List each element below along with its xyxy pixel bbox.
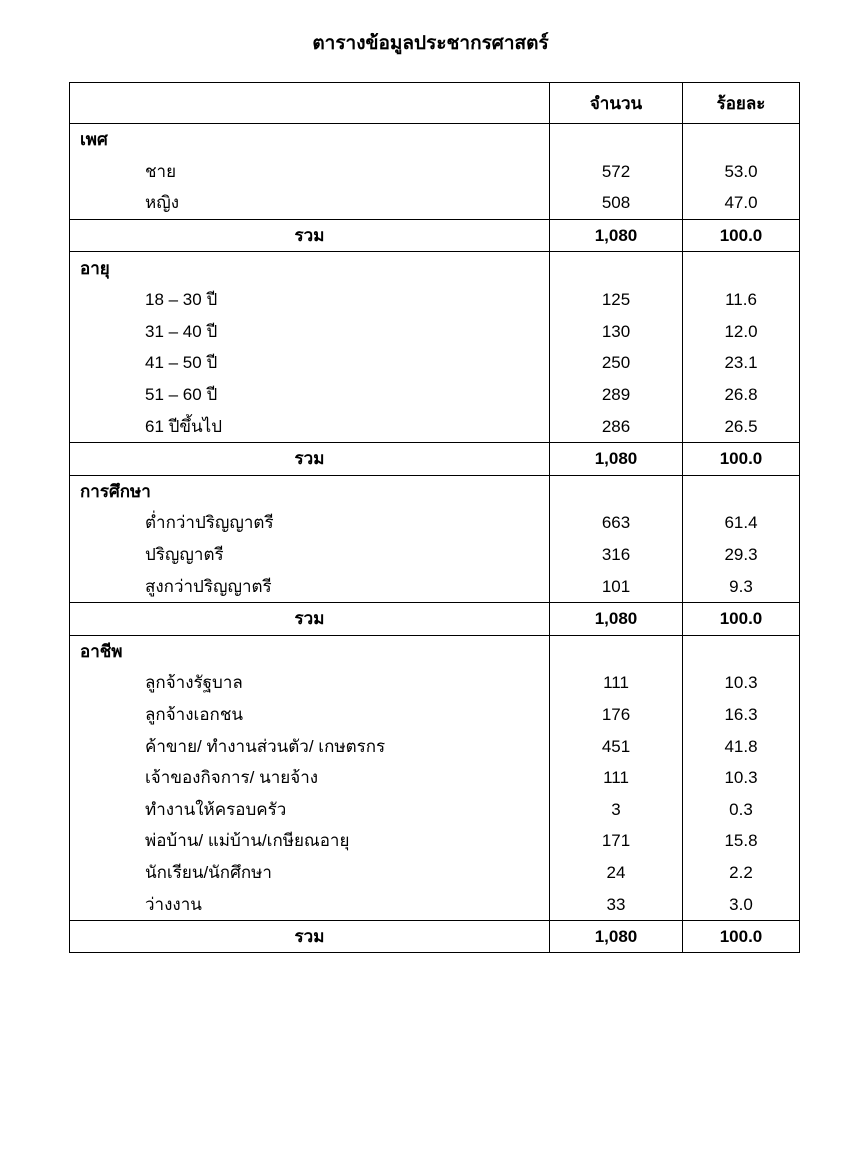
row-percent: 11.6 xyxy=(683,284,800,316)
row-count: 250 xyxy=(550,347,683,379)
row-count: 111 xyxy=(550,762,683,794)
row-percent: 9.3 xyxy=(683,570,800,602)
category-count-cell xyxy=(550,252,683,284)
table-row xyxy=(70,539,800,571)
table-row xyxy=(70,156,800,188)
category-percent-cell xyxy=(683,124,800,156)
table-row xyxy=(70,793,800,825)
row-label: 61 ปีขึ้นไป xyxy=(70,410,550,442)
category-label: การศึกษา xyxy=(70,475,550,507)
table-row xyxy=(70,284,800,316)
row-count: 176 xyxy=(550,699,683,731)
row-label: ลูกจ้างเอกชน xyxy=(70,699,550,731)
row-label: ลูกจ้างรัฐบาล xyxy=(70,667,550,699)
total-count: 1,080 xyxy=(550,602,683,635)
row-label: เจ้าของกิจการ/ นายจ้าง xyxy=(70,762,550,794)
total-percent: 100.0 xyxy=(683,442,800,475)
row-label: สูงกว่าปริญญาตรี xyxy=(70,570,550,602)
table-row xyxy=(70,187,800,219)
row-label: 41 – 50 ปี xyxy=(70,347,550,379)
category-label: อาชีพ xyxy=(70,635,550,667)
row-count: 130 xyxy=(550,316,683,348)
table-row xyxy=(70,857,800,889)
row-percent: 12.0 xyxy=(683,316,800,348)
row-percent: 15.8 xyxy=(683,825,800,857)
table-body xyxy=(70,83,800,953)
table-row xyxy=(70,570,800,602)
row-percent: 29.3 xyxy=(683,539,800,571)
category-label: เพศ xyxy=(70,124,550,156)
category-count-cell xyxy=(550,124,683,156)
table-row xyxy=(70,410,800,442)
row-count: 289 xyxy=(550,379,683,411)
total-row xyxy=(70,920,800,953)
category-row xyxy=(70,475,800,507)
total-percent: 100.0 xyxy=(683,920,800,953)
total-label: รวม xyxy=(70,219,550,252)
row-label: ชาย xyxy=(70,156,550,188)
row-count: 508 xyxy=(550,187,683,219)
row-count: 24 xyxy=(550,857,683,889)
row-percent: 26.8 xyxy=(683,379,800,411)
row-percent: 10.3 xyxy=(683,667,800,699)
row-percent: 53.0 xyxy=(683,156,800,188)
row-label: ต่ำกว่าปริญญาตรี xyxy=(70,507,550,539)
total-row xyxy=(70,442,800,475)
row-percent: 47.0 xyxy=(683,187,800,219)
row-count: 3 xyxy=(550,793,683,825)
category-row xyxy=(70,635,800,667)
row-percent: 26.5 xyxy=(683,410,800,442)
row-count: 33 xyxy=(550,888,683,920)
row-count: 101 xyxy=(550,570,683,602)
demographics-table xyxy=(69,82,800,953)
row-count: 451 xyxy=(550,730,683,762)
header-percent-cell: ร้อยละ xyxy=(683,83,800,124)
category-percent-cell xyxy=(683,475,800,507)
row-percent: 2.2 xyxy=(683,857,800,889)
row-percent: 16.3 xyxy=(683,699,800,731)
row-count: 125 xyxy=(550,284,683,316)
row-percent: 3.0 xyxy=(683,888,800,920)
category-count-cell xyxy=(550,475,683,507)
row-label: 31 – 40 ปี xyxy=(70,316,550,348)
total-count: 1,080 xyxy=(550,920,683,953)
row-count: 663 xyxy=(550,507,683,539)
row-label: ว่างงาน xyxy=(70,888,550,920)
total-row xyxy=(70,602,800,635)
total-count: 1,080 xyxy=(550,219,683,252)
row-label: 18 – 30 ปี xyxy=(70,284,550,316)
table-row xyxy=(70,316,800,348)
table-row xyxy=(70,347,800,379)
total-row xyxy=(70,219,800,252)
page-title: ตารางข้อมูลประชากรศาสตร์ xyxy=(312,33,549,54)
category-percent-cell xyxy=(683,635,800,667)
category-row xyxy=(70,252,800,284)
table-header-row xyxy=(70,83,800,124)
row-count: 572 xyxy=(550,156,683,188)
table-row xyxy=(70,699,800,731)
row-label: ทำงานให้ครอบครัว xyxy=(70,793,550,825)
header-label-cell xyxy=(70,83,550,124)
row-label: นักเรียน/นักศึกษา xyxy=(70,857,550,889)
row-count: 171 xyxy=(550,825,683,857)
category-label: อายุ xyxy=(70,252,550,284)
row-label: ค้าขาย/ ทำงานส่วนตัว/ เกษตรกร xyxy=(70,730,550,762)
table-row xyxy=(70,825,800,857)
row-percent: 23.1 xyxy=(683,347,800,379)
row-count: 286 xyxy=(550,410,683,442)
row-percent: 61.4 xyxy=(683,507,800,539)
row-label: ปริญญาตรี xyxy=(70,539,550,571)
category-count-cell xyxy=(550,635,683,667)
row-label: 51 – 60 ปี xyxy=(70,379,550,411)
row-percent: 0.3 xyxy=(683,793,800,825)
total-percent: 100.0 xyxy=(683,219,800,252)
total-label: รวม xyxy=(70,442,550,475)
table-row xyxy=(70,507,800,539)
row-percent: 10.3 xyxy=(683,762,800,794)
row-count: 111 xyxy=(550,667,683,699)
table-row xyxy=(70,762,800,794)
table-row xyxy=(70,667,800,699)
table-row xyxy=(70,730,800,762)
total-percent: 100.0 xyxy=(683,602,800,635)
table-row xyxy=(70,379,800,411)
category-row xyxy=(70,124,800,156)
category-percent-cell xyxy=(683,252,800,284)
row-label: พ่อบ้าน/ แม่บ้าน/เกษียณอายุ xyxy=(70,825,550,857)
row-count: 316 xyxy=(550,539,683,571)
total-label: รวม xyxy=(70,920,550,953)
row-percent: 41.8 xyxy=(683,730,800,762)
total-count: 1,080 xyxy=(550,442,683,475)
table-row xyxy=(70,888,800,920)
header-count-cell: จำนวน xyxy=(550,83,683,124)
row-label: หญิง xyxy=(70,187,550,219)
total-label: รวม xyxy=(70,602,550,635)
